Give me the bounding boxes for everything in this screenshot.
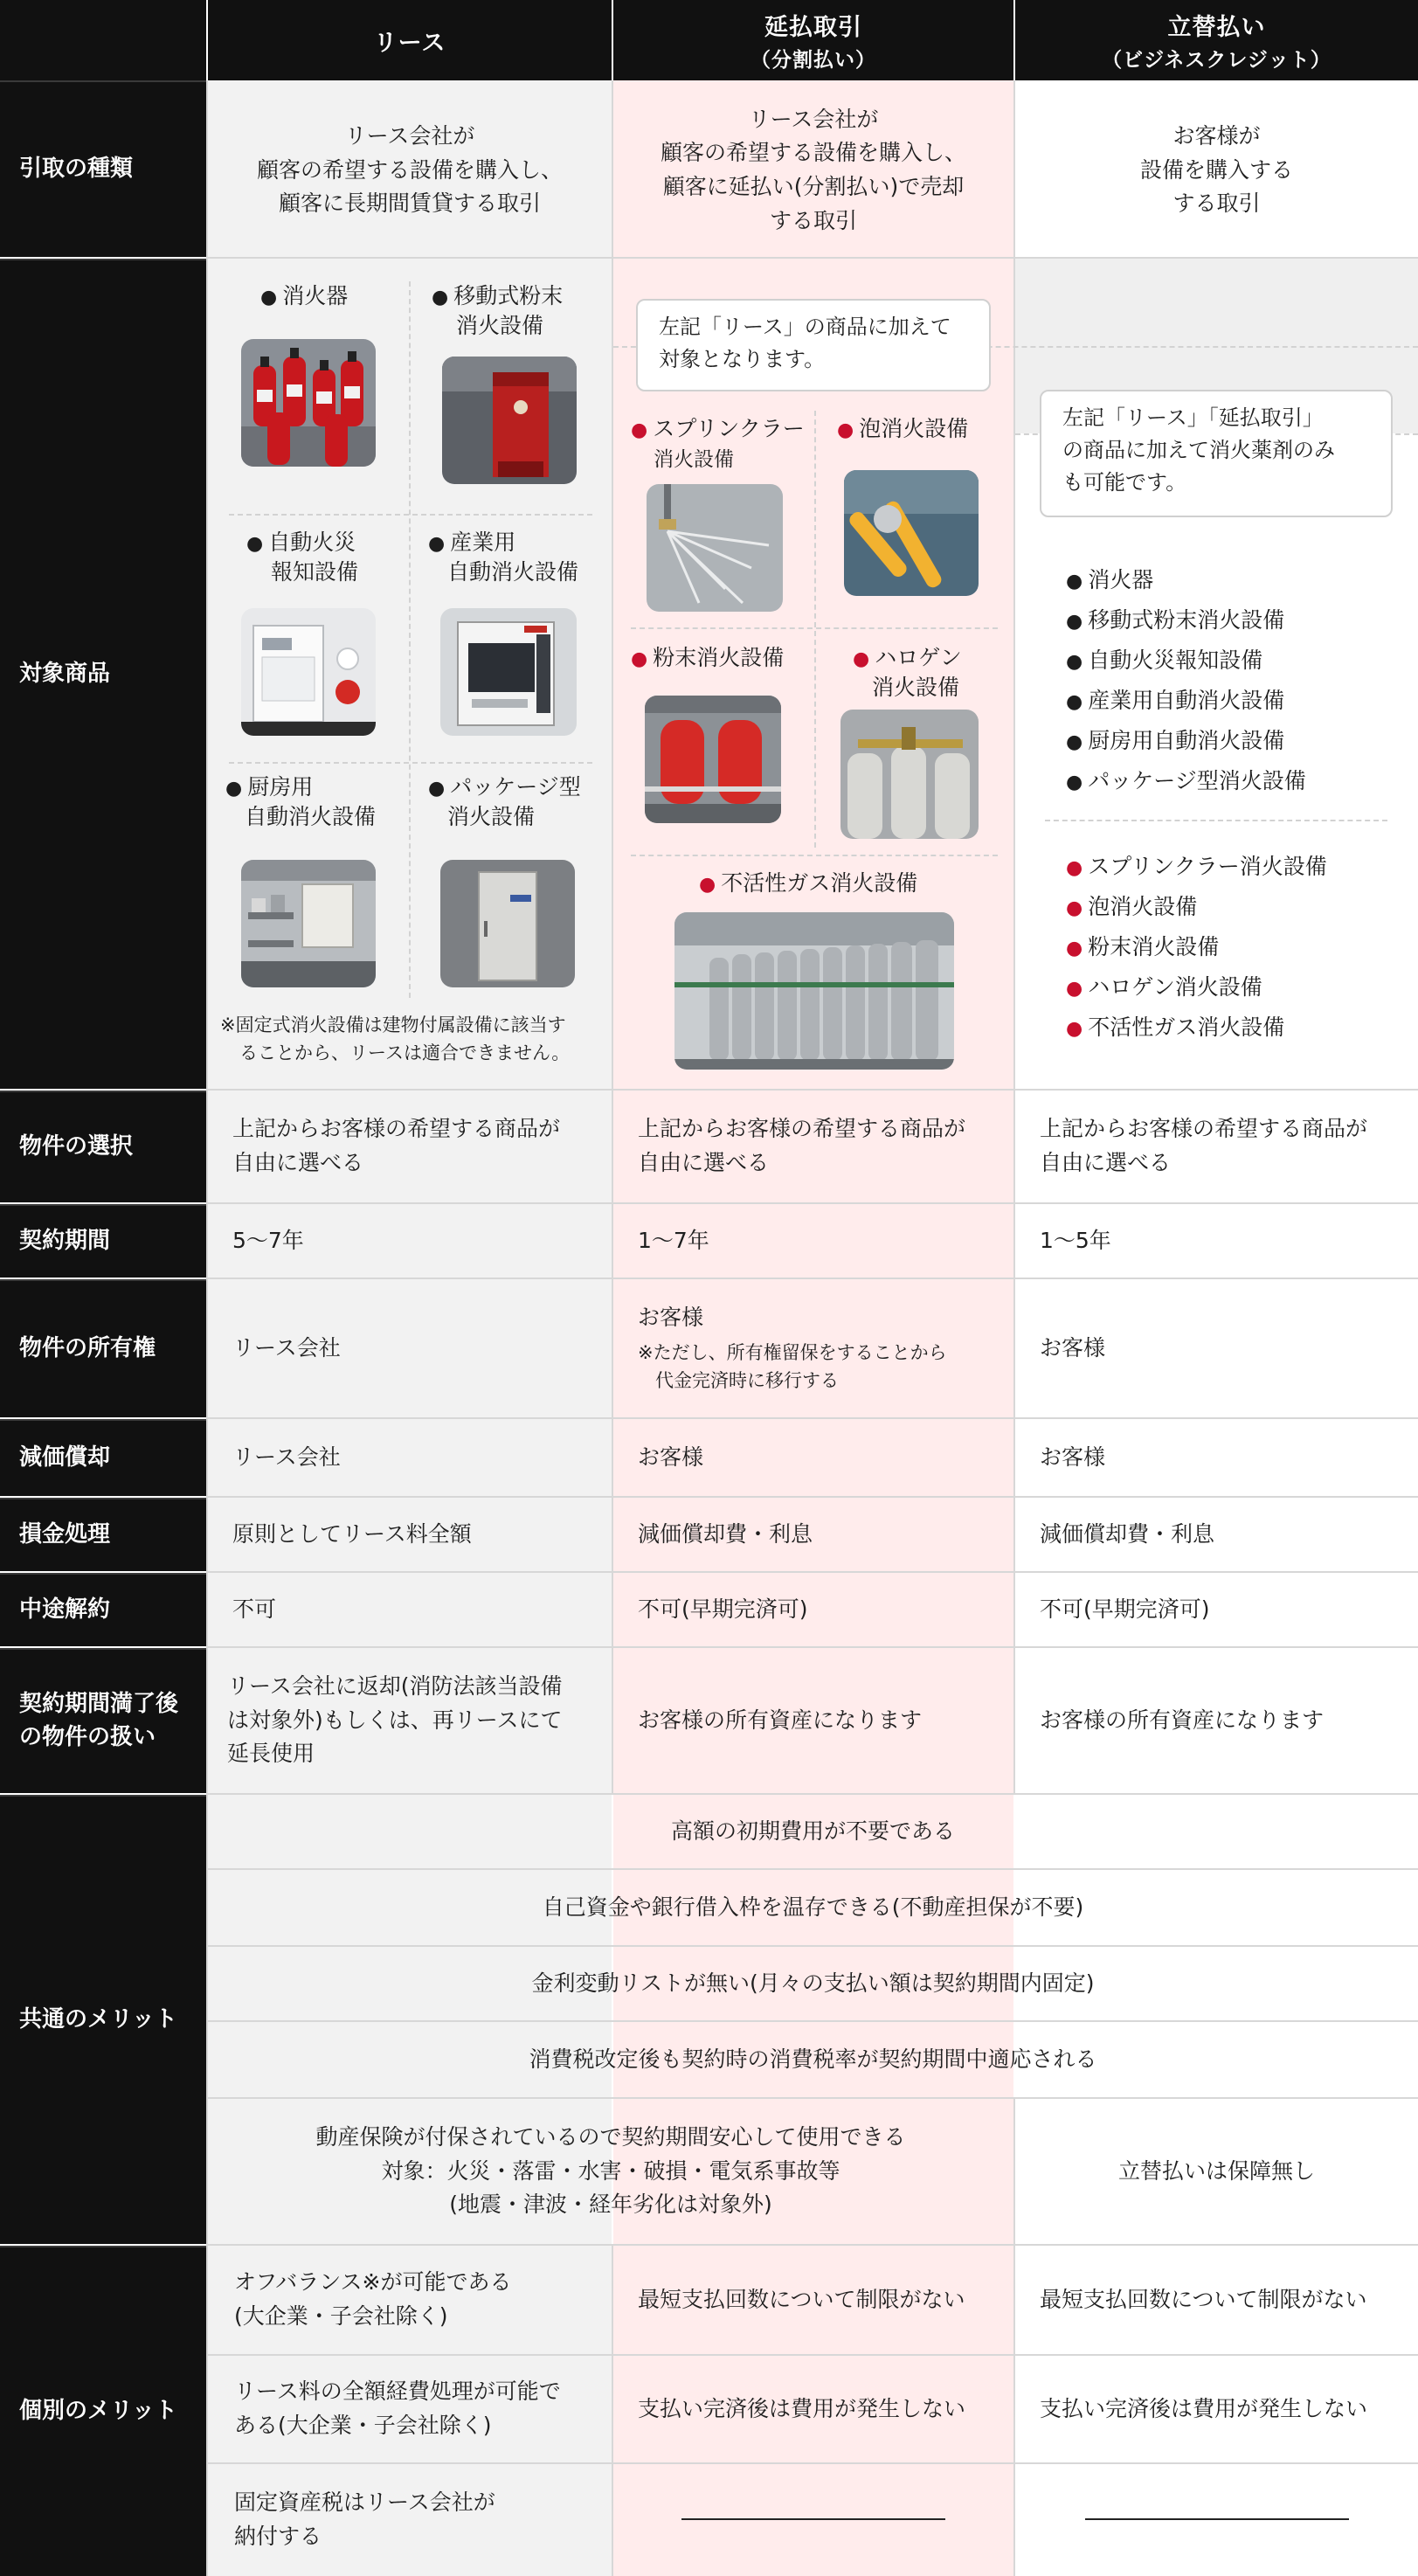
ownership-advance: お客様 bbox=[1040, 1334, 1106, 1361]
depreciation-advance: お客様 bbox=[1040, 1444, 1106, 1470]
deferred-item-powder: ● 粉末消火設備 bbox=[631, 645, 785, 670]
common-merit-1: 高額の初期費用が不要である bbox=[670, 1818, 955, 1844]
lease-grid-divider bbox=[409, 281, 411, 998]
cancel-advance: 不可(早期完済可) bbox=[1040, 1596, 1210, 1622]
deferred-callout: 左記「リース」の商品に加えて 対象となります。 bbox=[636, 299, 991, 391]
row-label-selection: 物件の選択 bbox=[0, 1091, 206, 1202]
lease-item-package: ● パッケージ型 消火設備 bbox=[428, 774, 581, 829]
lease-item-kitchen: ● 厨房用 自動消火設備 bbox=[225, 774, 377, 829]
advance-list-standard bbox=[1066, 561, 1306, 802]
header-corner bbox=[0, 0, 206, 80]
common-merit-insurance-advance: 立替払いは保障無し bbox=[1117, 2157, 1315, 2184]
selection-advance: 上記からお客様の希望する商品が 自由に選べる bbox=[1040, 1116, 1368, 1175]
row-label-individual: 個別のメリット bbox=[0, 2246, 206, 2576]
lease-item-fire-alarm: ● 自動火災 報知設備 bbox=[246, 530, 359, 585]
cancel-deferred: 不可(早期完済可) bbox=[638, 1596, 808, 1622]
foam-photo bbox=[844, 470, 979, 596]
advance-list-extended bbox=[1066, 848, 1327, 1049]
advance-std-item: ● 消火器 bbox=[1066, 567, 1154, 592]
common-merit-insurance: 動産保険が付保されているので契約期間安心して使用できる 対象：火災・落雷・水害・破損・電気系事故等 (地震・津波・経年劣化は対象外) bbox=[315, 2123, 906, 2218]
ownership-deferred-value: お客様 bbox=[638, 1305, 704, 1331]
individual-lease-3: 固定資産税はリース会社が 納付する bbox=[234, 2489, 495, 2549]
header-deferred bbox=[613, 0, 1013, 80]
advance-list-divider bbox=[1045, 820, 1387, 821]
individual-lease-2: リース料の全額経費処理が可能で ある(大企業・子会社除く) bbox=[234, 2379, 561, 2438]
individual-advance-1: 最短支払回数について制限がない bbox=[1040, 2286, 1367, 2312]
expense-deferred: 減価償却費・利息 bbox=[638, 1520, 813, 1547]
advance-std-item: ● 産業用自動消火設備 bbox=[1066, 688, 1285, 713]
row-label-products: 対象商品 bbox=[0, 259, 206, 1089]
deferred-grid-divider bbox=[814, 411, 816, 848]
deferred-item-halogen: ● ハロゲン 消火設備 bbox=[853, 645, 962, 700]
row-label-depreciation: 減価償却 bbox=[0, 1419, 206, 1496]
row-label-common: 共通のメリット bbox=[0, 1795, 206, 2244]
selection-deferred: 上記からお客様の希望する商品が 自由に選べる bbox=[638, 1116, 966, 1175]
individual-lease-1: オフバランス※が可能である (大企業・子会社除く) bbox=[234, 2269, 512, 2329]
common-merit-4: 消費税改定後も契約時の消費税率が契約期間中適応される bbox=[529, 2046, 1097, 2072]
row-label-expense: 損金処理 bbox=[0, 1498, 206, 1571]
header-deferred-title: 延払取引 bbox=[764, 14, 862, 41]
header-deferred-subtitle: （分割払い） bbox=[751, 49, 876, 72]
period-lease: 5〜7年 bbox=[232, 1227, 304, 1253]
header-lease-title: リース bbox=[373, 29, 446, 57]
inert-gas-photo bbox=[674, 912, 954, 1070]
header-advance bbox=[1015, 0, 1418, 80]
lease-grid-divider bbox=[229, 514, 592, 516]
row-label-expiry: 契約期間満了後 の物件の扱い bbox=[0, 1648, 206, 1793]
cancel-lease: 不可 bbox=[232, 1596, 277, 1622]
individual-deferred-1: 最短支払回数について制限がない bbox=[638, 2286, 965, 2312]
individual-deferred-3-none bbox=[681, 2518, 945, 2520]
sprinkler-photo bbox=[647, 484, 783, 612]
advance-ext-item: ● 粉末消火設備 bbox=[1066, 934, 1220, 959]
ownership-deferred-note: ※ただし、所有権留保をすることから 代金完済時に移行する bbox=[638, 1341, 947, 1392]
lease-item-industrial: ● 産業用 自動消火設備 bbox=[428, 530, 579, 585]
common-merit-2: 自己資金や銀行借入枠を温存できる(不動産担保が不要) bbox=[542, 1894, 1084, 1920]
ownership-lease: リース会社 bbox=[232, 1334, 341, 1361]
expense-advance: 減価償却費・利息 bbox=[1040, 1520, 1215, 1547]
row-label-type: 引取の種類 bbox=[0, 80, 206, 257]
individual-advance-2: 支払い完済後は費用が発生しない bbox=[1040, 2395, 1368, 2421]
advance-std-item: ● パッケージ型消火設備 bbox=[1066, 768, 1306, 793]
type-advance: お客様が 設備を購入する する取引 bbox=[1139, 122, 1293, 217]
row-label-cancel: 中途解約 bbox=[0, 1573, 206, 1646]
row-label-ownership: 物件の所有権 bbox=[0, 1279, 206, 1417]
depreciation-lease: リース会社 bbox=[232, 1444, 341, 1470]
lease-fixed-note: ※固定式消火設備は建物付属設備に該当す ることから、リースは適合できません。 bbox=[220, 1014, 571, 1063]
expense-lease: 原則としてリース料全額 bbox=[232, 1520, 472, 1547]
deferred-item-inert: ● 不活性ガス消火設備 bbox=[699, 870, 918, 896]
period-advance: 1〜5年 bbox=[1040, 1227, 1111, 1253]
individual-deferred-2: 支払い完済後は費用が発生しない bbox=[638, 2395, 966, 2421]
expiry-advance: お客様の所有資産になります bbox=[1040, 1707, 1325, 1733]
advance-ext-item: ● スプリンクラー消火設備 bbox=[1066, 854, 1327, 879]
ownership-deferred bbox=[613, 1279, 1013, 1417]
advance-callout: 左記「リース」「延払取引」 の商品に加えて消火薬剤のみ も可能です。 bbox=[1040, 390, 1393, 517]
deferred-item-sprinkler: ● スプリンクラー 消火設備 bbox=[631, 416, 805, 471]
kitchen-photo bbox=[241, 860, 376, 987]
halogen-photo bbox=[840, 710, 979, 839]
advance-std-item: ● 移動式粉末消火設備 bbox=[1066, 607, 1285, 633]
advance-ext-item: ● ハロゲン消火設備 bbox=[1066, 974, 1262, 1000]
row-sep bbox=[206, 257, 1418, 259]
advance-ext-item: ● 泡消火設備 bbox=[1066, 894, 1198, 919]
type-lease: リース会社が 顧客の希望する設備を購入し、 顧客に長期間賃貸する取引 bbox=[256, 122, 563, 217]
industrial-photo bbox=[440, 608, 577, 736]
lease-item-extinguisher: ● 消火器 bbox=[260, 283, 349, 308]
fire-extinguisher-photo bbox=[241, 339, 376, 467]
individual-advance-3-none bbox=[1085, 2518, 1349, 2520]
period-deferred: 1〜7年 bbox=[638, 1227, 709, 1253]
lease-item-mobile-powder: ● 移動式粉末 消火設備 bbox=[432, 283, 564, 338]
advance-ext-item: ● 不活性ガス消火設備 bbox=[1066, 1014, 1285, 1040]
expiry-deferred: お客様の所有資産になります bbox=[638, 1707, 923, 1733]
mobile-powder-photo bbox=[442, 357, 577, 484]
deferred-item-foam: ● 泡消火設備 bbox=[837, 416, 969, 441]
lease-grid-divider bbox=[229, 762, 592, 764]
type-deferred: リース会社が 顧客の希望する設備を購入し、 顧客に延払い(分割払い)で売却 する取引 bbox=[660, 106, 966, 233]
powder-tanks-photo bbox=[645, 696, 781, 823]
row-label-period: 契約期間 bbox=[0, 1204, 206, 1278]
advance-std-item: ● 自動火災報知設備 bbox=[1066, 647, 1263, 673]
common-merit-3: 金利変動リストが無い(月々の支払い額は契約期間内固定) bbox=[531, 1970, 1095, 1996]
selection-lease: 上記からお客様の希望する商品が 自由に選べる bbox=[232, 1116, 561, 1175]
expiry-lease: リース会社に返却(消防法該当設備 は対象外)もしくは、再リースにて 延長使用 bbox=[227, 1672, 563, 1767]
fire-alarm-photo bbox=[241, 608, 376, 736]
advance-std-item: ● 厨房用自動消火設備 bbox=[1066, 728, 1285, 753]
header-lease bbox=[208, 0, 612, 80]
header-advance-title: 立替払い bbox=[1167, 14, 1266, 41]
deferred-grid-divider bbox=[631, 627, 998, 629]
header-advance-subtitle: （ビジネスクレジット） bbox=[1102, 49, 1332, 72]
depreciation-deferred: お客様 bbox=[638, 1444, 704, 1470]
package-photo bbox=[440, 860, 575, 987]
deferred-grid-divider bbox=[631, 855, 998, 856]
